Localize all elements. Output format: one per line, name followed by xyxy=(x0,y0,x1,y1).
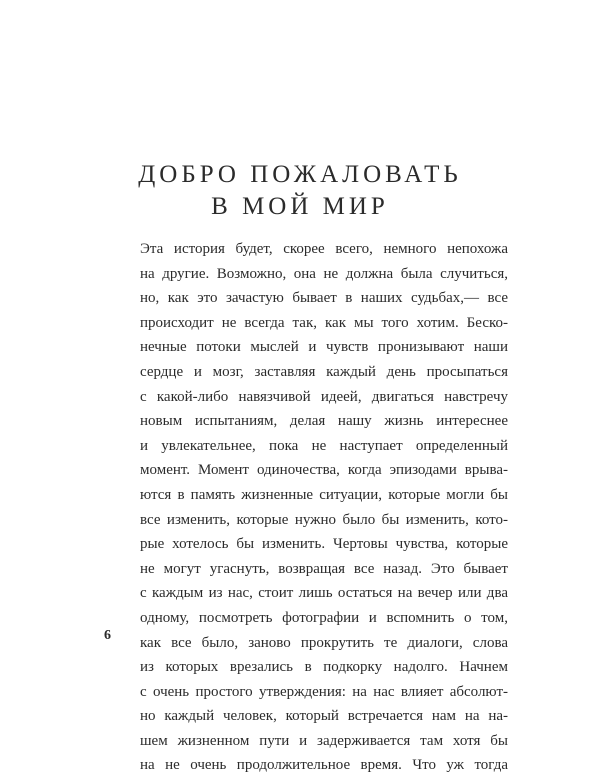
text-line: не могут угаснуть, возвращая все назад. Это бывает xyxy=(140,560,508,577)
chapter-title-line-1: ДОБРО ПОЖАЛОВАТЬ xyxy=(138,161,462,188)
chapter-title-line-2: В МОЙ МИР xyxy=(211,193,389,220)
text-line: ются в память жизненные ситуации, которые могли бы xyxy=(140,486,508,503)
text-line: нечные потоки мыслей и чувств пронизывают наши xyxy=(140,339,508,356)
text-line: из которых врезались в подкорку надолго. Начнем xyxy=(140,659,508,676)
page-number: 6 xyxy=(104,628,111,643)
text-line: момент. Момент одиночества, когда эпизодами врыва- xyxy=(140,462,508,479)
body-text xyxy=(140,237,508,778)
text-line: с очень простого утверждения: на нас влияет абсолют- xyxy=(140,683,508,700)
text-line: рые хотелось бы изменить. Чертовы чувства, которые xyxy=(140,536,508,553)
text-line: и увлекательнее, пока не наступает определенный xyxy=(140,437,508,454)
text-line: с каждым из нас, стоит лишь остаться на вечер или два xyxy=(140,585,508,602)
text-line: шем жизненном пути и задерживается там хотя бы xyxy=(140,732,508,749)
text-line: но каждый человек, который встречается нам на на- xyxy=(140,708,508,725)
text-line: на не очень продолжительное время. Что уж тогда xyxy=(140,757,508,774)
text-line: на другие. Возможно, она не должна была случиться, xyxy=(140,265,508,282)
text-line: как все было, заново прокрутить те диалоги, слова xyxy=(140,634,508,651)
text-line: происходит не всегда так, как мы того хотим. Беско- xyxy=(140,314,508,331)
text-line: с какой-либо навязчивой идеей, двигаться навстречу xyxy=(140,388,508,405)
text-line: но, как это зачастую бывает в наших судьбах,— все xyxy=(140,290,508,307)
text-line: Эта история будет, скорее всего, немного непохожа xyxy=(140,241,508,257)
text-line: все изменить, которые нужно было бы изменить, кото- xyxy=(140,511,508,528)
text-line: одному, посмотреть фотографии и вспомнить о том, xyxy=(140,609,508,626)
text-line: новым испытаниям, делая нашу жизнь интереснее xyxy=(140,413,508,430)
text-line: сердце и мозг, заставляя каждый день просыпаться xyxy=(140,363,508,380)
